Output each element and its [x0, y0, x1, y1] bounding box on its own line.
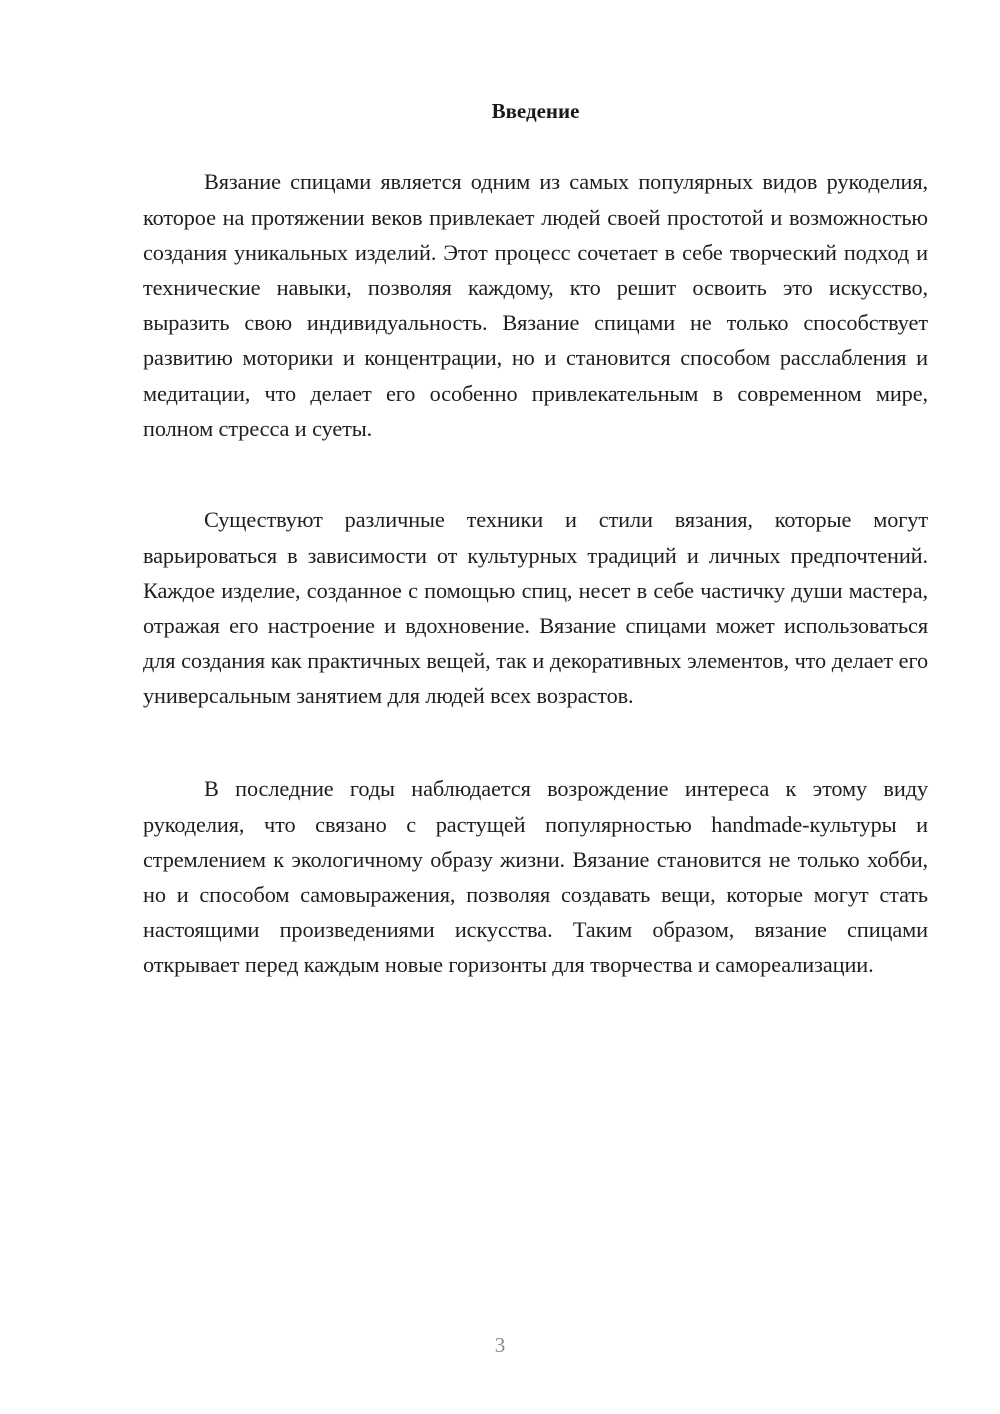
paragraph-1: Вязание спицами является одним из самых популярных видов рукоделия, которое на протяжении веков привлекает людей своей простотой и возможностью создания уникальных изделий. Этот процесс сочетает в себе творческий подход и технические навыки, позволяя каждому, кто решит освоить это искусство, выразить свою индивидуальность. Вязание спицами не только способствует развитию моторики и концентрации, но и становится способом расслабления и медитации, что делает его особенно привлекательным в современном мире, полном стресса и суеты. — [143, 169, 928, 441]
paragraph-2: Существуют различные техники и стили вязания, которые могут варьироваться в зависимости от культурных традиций и личных предпочтений. Каждое изделие, созданное с помощью спиц, несет в себе частичку души мастера, отражая его настроение и вдохновение. Вязание спицами может использоваться для создания как практичных вещей, так и декоративных элементов, что делает его универсальным занятием для людей всех возрастов. — [143, 507, 928, 709]
section-title: Введение — [491, 99, 580, 123]
page-number: 3 — [494, 1333, 506, 1357]
paragraph-3: В последние годы наблюдается возрождение интереса к этому виду рукоделия, что связано с растущей популярностью handmade-культуры и стремлением к экологичному образу жизни. Вязание становится не только хобби, но и способом самовыражения, позволяя создавать вещи, которые могут стать настоящими произведениями искусства. Таким образом, вязание спицами открывает перед каждым новые горизонты для творчества и самореализации. — [143, 776, 928, 978]
